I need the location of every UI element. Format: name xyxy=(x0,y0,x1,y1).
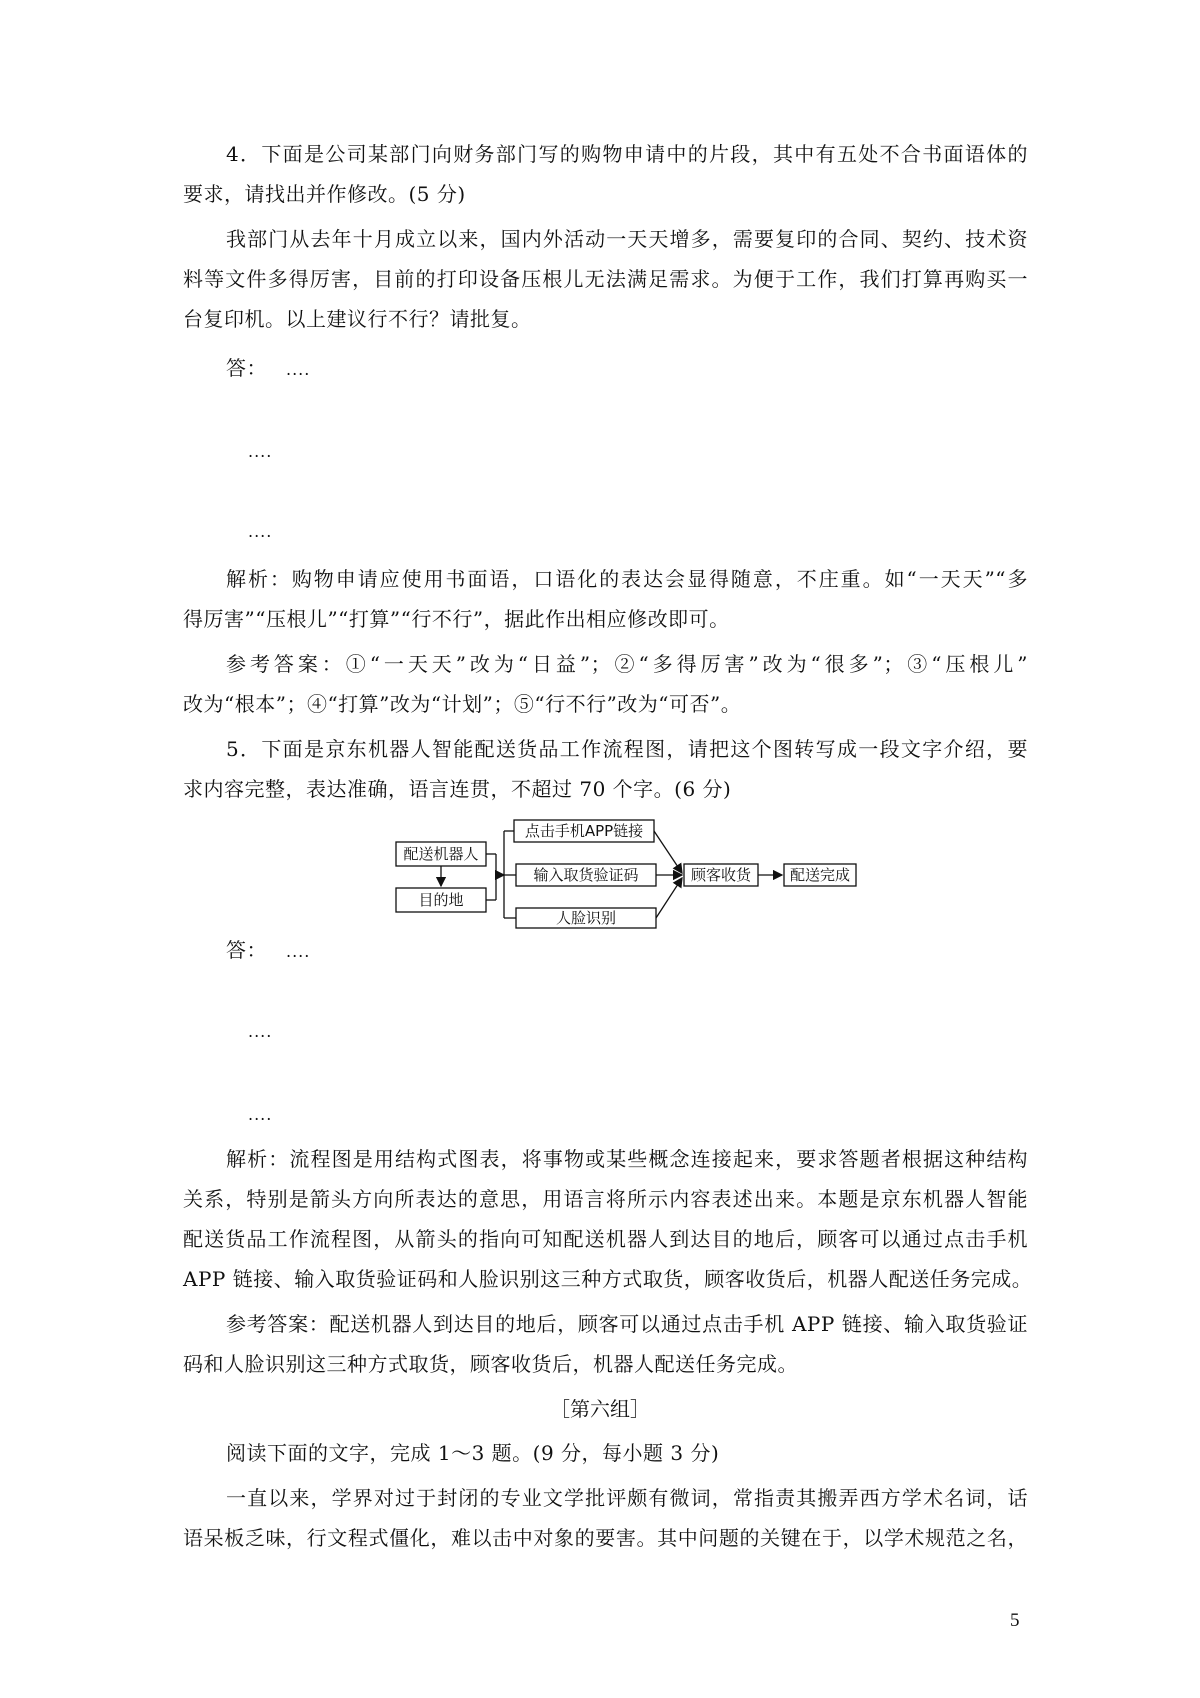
group-title: ［第六组］ xyxy=(550,1397,650,1421)
group-instruction: 阅读下面的文字，完成 1～3 题。(9 分，每小题 3 分) xyxy=(226,1441,720,1465)
q4-answer-line: .... xyxy=(248,442,273,461)
q5-answer-line: .... xyxy=(248,1022,273,1041)
group-text-line: 语呆板乏味，行文程式僵化，难以击中对象的要害。其中问题的关键在于，以学术规范之名， xyxy=(183,1526,1028,1550)
q4-analysis-line: 得厉害”“压根儿”“打算”“行不行”，据此作出相应修改即可。 xyxy=(183,607,730,631)
flow-method-label: 点击手机APP链接 xyxy=(524,822,644,840)
q4-passage-line: 我部门从去年十月成立以来，国内外活动一天天增多，需要复印的合同、契约、技术资 xyxy=(226,227,1028,251)
q5-analysis-line: APP 链接、输入取货验证码和人脸识别这三种方式取货，顾客收货后，机器人配送任务完成。 xyxy=(183,1267,1033,1291)
q5-reference-line: 参考答案：配送机器人到达目的地后，顾客可以通过点击手机 APP 链接、输入取货验证 xyxy=(226,1312,1028,1336)
flow-receive-label: 顾客收货 xyxy=(690,866,752,884)
q4-passage-line: 台复印机。以上建议行不行？请批复。 xyxy=(183,307,532,331)
q5-answer-line: .... xyxy=(286,942,311,961)
q5-analysis-line: 配送货品工作流程图，从箭头的指向可知配送机器人到达目的地后，顾客可以通过点击手机 xyxy=(183,1227,1028,1251)
q4-reference-line: 改为“根本”；④“打算”改为“计划”；⑤“行不行”改为“可否”。 xyxy=(183,692,742,716)
q4-stem-line: 4．下面是公司某部门向财务部门写的购物申请中的片段，其中有五处不合书面语体的 xyxy=(226,142,1028,166)
flowchart xyxy=(390,818,860,930)
q4-analysis-line: 解析：购物申请应使用书面语，口语化的表达会显得随意，不庄重。如“一天天”“多 xyxy=(226,567,1028,591)
q5-stem-line: 5．下面是京东机器人智能配送货品工作流程图，请把这个图转写成一段文字介绍，要 xyxy=(226,737,1028,761)
q4-answer-label: 答： xyxy=(226,356,267,380)
q4-answer-line: .... xyxy=(286,360,311,379)
q5-stem-line: 求内容完整，表达准确，语言连贯，不超过 70 个字。(6 分) xyxy=(183,777,732,801)
q5-answer-line: .... xyxy=(248,1105,273,1124)
q4-passage-line: 料等文件多得厉害，目前的打印设备压根儿无法满足需求。为便于工作，我们打算再购买一 xyxy=(183,267,1028,291)
q5-reference-line: 码和人脸识别这三种方式取货，顾客收货后，机器人配送任务完成。 xyxy=(183,1352,798,1376)
flow-method-label: 人脸识别 xyxy=(555,909,617,927)
group-text-line: 一直以来，学界对过于封闭的专业文学批评颇有微词，常指责其搬弄西方学术名词，话 xyxy=(226,1486,1028,1510)
flow-start-label: 配送机器人 xyxy=(403,845,479,863)
flow-done-label: 配送完成 xyxy=(789,866,851,884)
q5-analysis-line: 关系，特别是箭头方向所表达的意思，用语言将所示内容表述出来。本题是京东机器人智能 xyxy=(183,1187,1028,1211)
q5-analysis-line: 解析：流程图是用结构式图表，将事物或某些概念连接起来，要求答题者根据这种结构 xyxy=(226,1147,1028,1171)
q5-answer-label: 答： xyxy=(226,938,267,962)
flow-method-label: 输入取货验证码 xyxy=(533,866,639,884)
q4-stem-line: 要求，请找出并作修改。(5 分) xyxy=(183,182,466,206)
page-number: 5 xyxy=(1010,1610,1020,1631)
q4-answer-line: .... xyxy=(248,522,273,541)
q4-reference-line: 参考答案：①“一天天”改为“日益”；②“多得厉害”改为“很多”；③“压根儿” xyxy=(226,652,1028,676)
flow-dest-label: 目的地 xyxy=(418,891,464,909)
